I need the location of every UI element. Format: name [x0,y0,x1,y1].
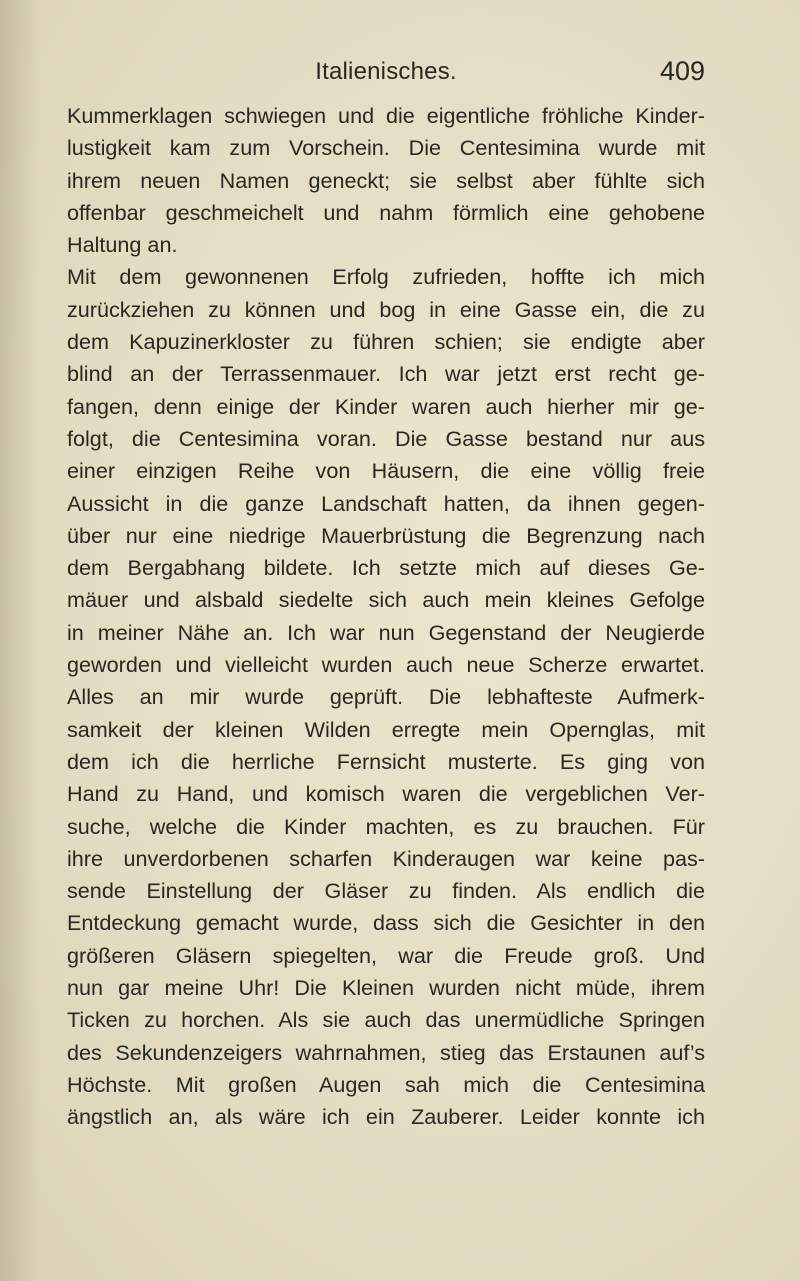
text-line: Höchste. Mit großen Augen sah mich die Centesimina [67,1071,705,1097]
text-line: ihrem neuen Namen geneckt; sie selbst aber fühlte sich [67,167,705,193]
text-line: in meiner Nähe an. Ich war nun Gegenstand der Neugierde [67,619,705,645]
text-line: dem ich die herrliche Fernsicht musterte. Es ging von [67,748,705,774]
text-line: nun gar meine Uhr! Die Kleinen wurden nicht müde, ihrem [67,975,705,1001]
text-line: Aussicht in die ganze Landschaft hatten, da ihnen gegen- [67,490,705,516]
text-line: ängstlich an, als wäre ich ein Zauberer. Leider konnte ich [67,1104,705,1130]
text-line: einer einzigen Reihe von Häusern, die eine völlig freie [67,458,705,484]
page-gutter-shadow [0,0,40,1281]
text-line: suche, welche die Kinder machten, es zu brauchen. Für [67,813,705,839]
text-line: sende Einstellung der Gläser zu finden. Als endlich die [67,878,705,904]
text-line: Hand zu Hand, und komisch waren die vergeblichen Ver- [67,781,705,807]
text-line: Alles an mir wurde geprüft. Die lebhafteste Aufmerk- [67,684,705,710]
text-line: dem Kapuzinerkloster zu führen schien; sie endigte aber [67,329,705,355]
text-line: offenbar geschmeichelt und nahm förmlich eine gehobene [67,199,705,225]
text-line: Kummerklagen schwiegen und die eigentliche fröhliche Kinder- [67,103,705,128]
page-number: 409 [659,56,705,86]
text-line: Entdeckung gemacht wurde, dass sich die Gesichter in den [67,910,705,936]
text-line: zurückziehen zu können und bog in eine Gasse ein, die zu [67,296,705,322]
text-line: lustigkeit kam zum Vorschein. Die Centesimina wurde mit [67,135,705,161]
text-line: über nur eine niedrige Mauerbrüstung die Begrenzung nach [67,522,705,548]
text-line: Ticken zu horchen. Als sie auch das unermüdliche Springen [67,1007,705,1033]
body-text [67,100,705,1134]
running-head: Italienisches. [315,58,457,85]
text-line: Mit dem gewonnenen Erfolg zufrieden, hoffte ich mich [67,264,705,290]
text-line: samkeit der kleinen Wilden erregte mein Opernglas, mit [67,716,705,742]
text-line: ihre unverdorbenen scharfen Kinderaugen war keine pas- [67,845,705,871]
text-line: fangen, denn einige der Kinder waren auch hierher mir ge- [67,393,705,419]
text-line: des Sekundenzeigers wahrnahmen, stieg das Erstaunen auf’s [67,1039,705,1065]
text-line: größeren Gläsern spiegelten, war die Freude groß. Und [67,942,705,968]
text-line: dem Bergabhang bildete. Ich setzte mich auf dieses Ge- [67,555,705,581]
text-line: blind an der Terrassenmauer. Ich war jetzt erst recht ge- [67,361,705,387]
text-line: folgt, die Centesimina voran. Die Gasse bestand nur aus [67,425,705,451]
text-line: Haltung an. [67,232,178,258]
page-header [67,50,705,100]
text-line: geworden und vielleicht wurden auch neue Scherze erwartet. [67,652,705,678]
text-line: mäuer und alsbald siedelte sich auch mein kleines Gefolge [67,587,705,613]
